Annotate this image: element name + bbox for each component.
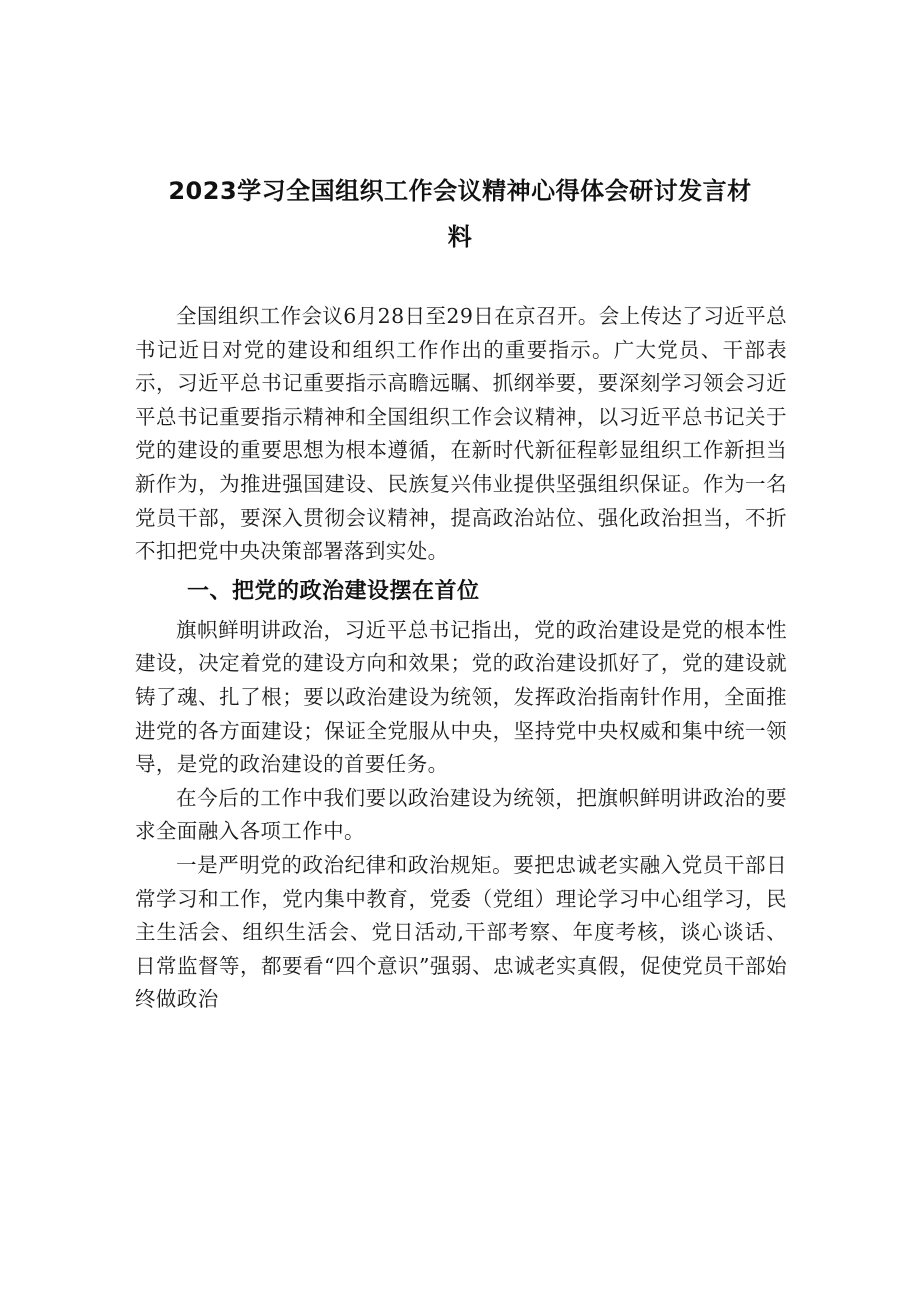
body-paragraph: 在今后的工作中我们要以政治建设为统领，把旗帜鲜明讲政治的要求全面融入各项工作中。 xyxy=(135,785,787,844)
body-paragraph: 一是严明党的政治纪律和政治规矩。要把忠诚老实融入党员干部日常学习和工作，党内集中教育，党委（党组）理论学习中心组学习，民主生活会、组织生活会、党日活动,干部考察、年度考核，谈心谈话、日常监督等，都要看“四个意识”强弱、忠诚老实真假，促使党员干部始终做政治 xyxy=(135,852,787,1012)
document-body xyxy=(135,300,787,1017)
title-line-2: 料 xyxy=(447,223,473,251)
body-paragraph: 旗帜鲜明讲政治，习近平总书记指出，党的政治建设是党的根本性建设，决定着党的建设方向和效果；党的政治建设抓好了，党的建设就铸了魂、扎了根；要以政治建设为统领，发挥政治指南针作用，全面推进党的各方面建设；保证全党服从中央，坚持党中央权威和集中统一领导，是党的政治建设的首要任务。 xyxy=(135,617,787,777)
document-title xyxy=(130,168,790,260)
title-line-1: 2023学习全国组织工作会议精神心得体会研讨发言材 xyxy=(168,177,752,205)
intro-paragraph: 全国组织工作会议6月28日至29日在京召开。会上传达了习近平总书记近日对党的建设和组织工作作出的重要指示。广大党员、干部表示，习近平总书记重要指示高瞻远瞩、抓纲举要，要深刻学习领会习近平总书记重要指示精神和全国组织工作会议精神，以习近平总书记关于党的建设的重要思想为根本遵循，在新时代新征程彰显组织工作新担当新作为，为推进强国建设、民族复兴伟业提供坚强组织保证。作为一名党员干部，要深入贯彻会议精神，提高政治站位、强化政治担当，不折不扣把党中央决策部署落到实处。 xyxy=(135,304,787,564)
section-heading: 一、把党的政治建设摆在首位 xyxy=(187,578,480,604)
